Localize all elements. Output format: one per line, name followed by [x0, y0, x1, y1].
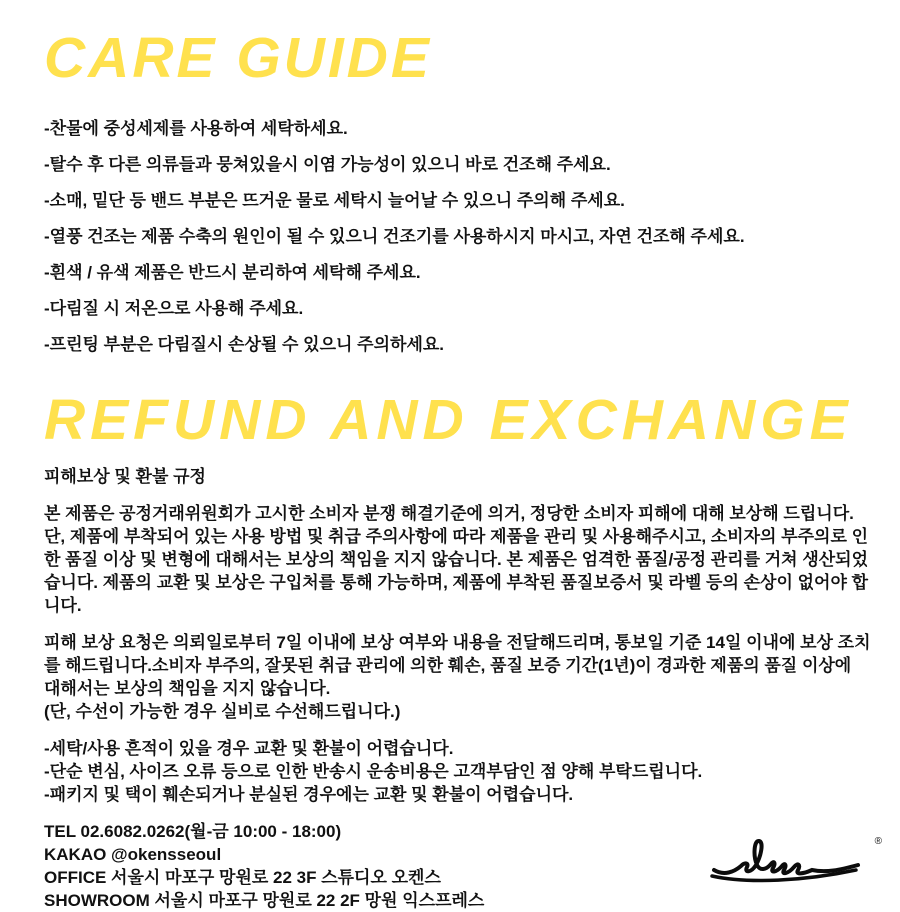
- care-guide-item: -다림질 시 저온으로 사용해 주세요.: [44, 299, 304, 318]
- refund-note-item: -단순 변심, 사이즈 오류 등으로 인한 반송시 운송비용은 고객부담인 점 양해 부탁드립니다.: [44, 762, 703, 781]
- care-guide-item: -찬물에 중성세제를 사용하여 세탁하세요.: [44, 119, 348, 138]
- refund-exchange-title: REFUND AND EXCHANGE: [44, 388, 853, 452]
- refund-notes-list: [44, 737, 872, 806]
- refund-paragraph-compensation: 본 제품은 공정거래위원회가 고시한 소비자 분쟁 해결기준에 의거, 정당한 소비자 피해에 대해 보상해 드립니다. 단, 제품에 부착되어 있는 사용 방법 및 취급 주의사항에 따라 제품을 관리 및 사용해주시고, 소비자의 부주의로 인한 품질 이상 및 변형에 대해서는 보상의 책임을 지지 않습니다. 본 제품은 엄격한 품질/공정 관리를 거쳐 생산되었습니다. 제품의 교환 및 보상은 구입처를 통해 가능하며, 제품에 부착된 품질보증서 및 라벨 등의 손상이 없어야 합니다.: [44, 504, 869, 615]
- refund-policy-subtitle: 피해보상 및 환불 규정: [44, 467, 206, 486]
- care-guide-item: -프린팅 부분은 다림질시 손상될 수 있으니 주의하세요.: [44, 335, 445, 354]
- refund-note-item: -세탁/사용 흔적이 있을 경우 교환 및 환불이 어렵습니다.: [44, 739, 454, 758]
- contact-showroom: SHOWROOM 서울시 마포구 망원로 22 2F 망원 익스프레스: [44, 891, 485, 910]
- refund-repair-note: (단, 수선이 가능한 경우 실비로 수선해드립니다.): [44, 702, 401, 721]
- care-guide-list: [44, 117, 872, 356]
- care-guide-item: -흰색 / 유색 제품은 반드시 분리하여 세탁해 주세요.: [44, 263, 421, 282]
- care-guide-item: -열풍 건조는 제품 수축의 원인이 될 수 있으니 건조기를 사용하시지 마시고, 자연 건조해 주세요.: [44, 227, 745, 246]
- refund-paragraph-period: [44, 631, 872, 723]
- contact-kakao: KAKAO @okensseoul: [44, 845, 222, 864]
- brand-signature: [708, 832, 880, 886]
- care-guide-title: CARE GUIDE: [44, 26, 432, 90]
- refund-period-text: 피해 보상 요청은 의뢰일로부터 7일 이내에 보상 여부와 내용을 전달해드리며, 통보일 기준 14일 이내에 보상 조치를 해드립니다.소비자 부주의, 잘못된 취급 관리에 의한 훼손, 품질 보증 기간(1년)이 경과한 제품의 품질 이상에 대해서는 보상의 책임을 지지 않습니다.: [44, 633, 871, 698]
- contact-tel: TEL 02.6082.0262(월-금 10:00 - 18:00): [44, 822, 342, 841]
- refund-note-item: -패키지 및 택이 훼손되거나 분실된 경우에는 교환 및 환불이 어렵습니다.: [44, 785, 574, 804]
- okens-signature-icon: [708, 832, 868, 884]
- contact-office: OFFICE 서울시 마포구 망원로 22 3F 스튜디오 오켄스: [44, 868, 441, 887]
- registered-trademark-icon: ®: [874, 836, 882, 847]
- care-guide-item: -탈수 후 다른 의류들과 뭉쳐있을시 이염 가능성이 있으니 바로 건조해 주세요.: [44, 155, 611, 174]
- care-guide-item: -소매, 밑단 등 밴드 부분은 뜨거운 물로 세탁시 늘어날 수 있으니 주의해 주세요.: [44, 191, 625, 210]
